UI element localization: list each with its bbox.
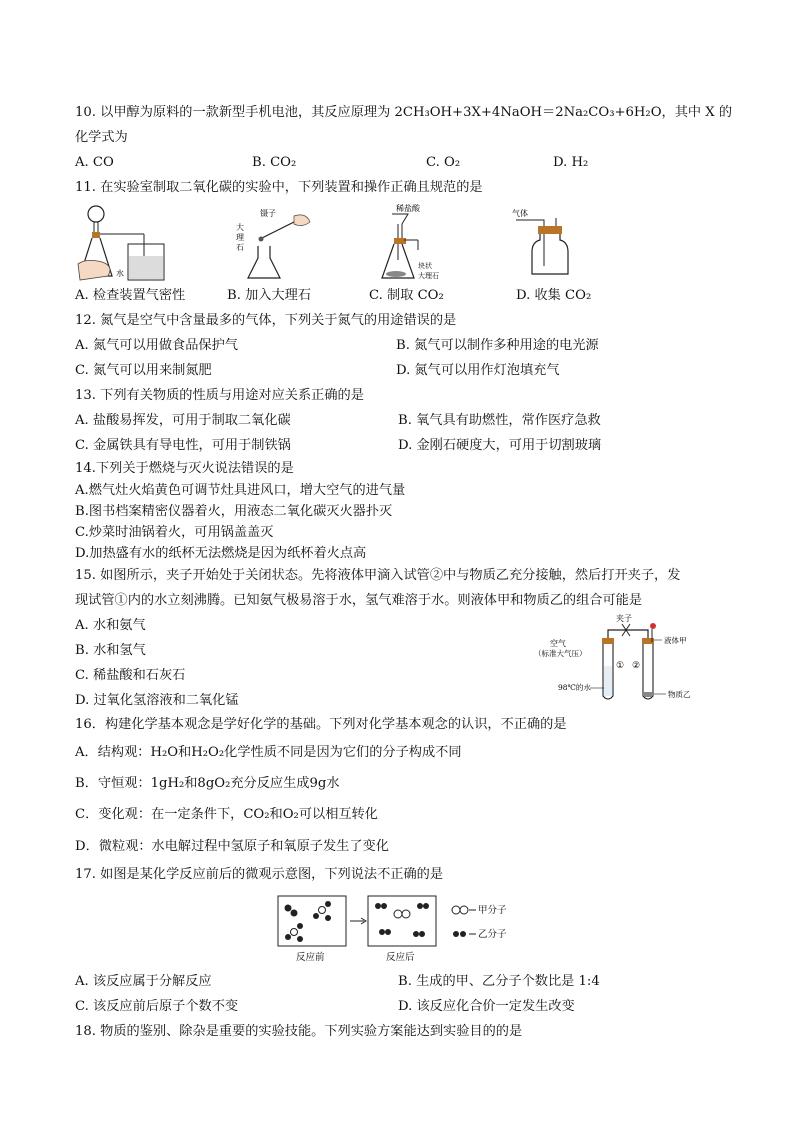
q16-option-d: D．微粒观：水电解过程中氢原子和氧原子发生了变化 — [75, 839, 389, 854]
q15-fig-std: （标准大气压） — [534, 649, 587, 658]
q11-option-c: C. 制取 CO₂ — [369, 288, 444, 303]
q17-fig-before: 反应前 — [296, 952, 325, 963]
q12-stem: 12. 氮气是空气中含量最多的气体，下列关于氮气的用途错误的是 — [75, 313, 457, 328]
q11-option-a: A. 检查装置气密性 — [75, 288, 186, 303]
q15-option-d: D. 过氧化氢溶液和二氧化锰 — [75, 693, 239, 708]
q17-option-a: A. 该反应属于分解反应 — [75, 974, 212, 989]
q15-fig-tube1: ① — [616, 661, 625, 671]
q10-stem-line1: 10. 以甲醇为原料的一款新型手机电池，其反应原理为 2CH₃OH+3X+4NaOH＝2Na₂CO₃+6H₂O，其中 X 的 — [75, 105, 733, 120]
q15-option-b: B. 水和氢气 — [75, 643, 146, 658]
q14-option-a: A.燃气灶火焰黄色可调节灶具进风口，增大空气的进气量 — [75, 483, 406, 498]
q11-fig-c-stone2: 大理石 — [418, 272, 439, 280]
q17-fig-after: 反应后 — [386, 952, 415, 963]
q13-stem: 13. 下列有关物质的性质与用途对应关系正确的是 — [75, 388, 364, 403]
q15-fig-liquid: 液体甲 — [664, 636, 687, 645]
q11-fig-d-gas: 气体 — [512, 209, 528, 218]
q10-option-b: B. CO₂ — [252, 155, 297, 170]
q10-option-c: C. O₂ — [426, 155, 461, 170]
q15-fig-clip: 夹子 — [616, 614, 632, 623]
q14-option-d: D.加热盛有水的纸杯无法燃烧是因为纸杯着火点高 — [75, 546, 367, 561]
q11-figure-d — [510, 206, 588, 282]
q11-option-d: D. 收集 CO₂ — [516, 288, 592, 303]
q16-option-a: A．结构观：H₂O和H₂O₂化学性质不同是因为它们的分子构成不同 — [75, 745, 462, 760]
q16-stem: 16．构建化学基本观念是学好化学的基础。下列对化学基本观念的认识，不正确的是 — [75, 717, 567, 732]
q14-option-b: B.图书档案精密仪器着火，用液态二氧化碳灭火器扑灭 — [75, 504, 393, 519]
q12-option-a: A. 氮气可以用做食品保护气 — [75, 338, 238, 353]
svg-text:理: 理 — [236, 233, 244, 242]
q14-option-c: C.炒菜时油锅着火，可用锅盖盖灭 — [75, 525, 274, 540]
q11-stem: 11. 在实验室制取二氧化碳的实验中，下列装置和操作正确且规范的是 — [75, 180, 483, 195]
q13-option-a: A. 盐酸易挥发，可用于制取二氧化碳 — [75, 413, 291, 428]
q13-option-c: C. 金属铁具有导电性，可用于制铁锅 — [75, 438, 291, 453]
q18-stem: 18. 物质的鉴别、除杂是重要的实验技能。下列实验方案能达到实验目的的是 — [75, 1024, 523, 1039]
q11-fig-c-hcl: 稀盐酸 — [396, 204, 420, 213]
q17-figure — [270, 892, 530, 964]
q12-option-b: B. 氮气可以制作多种用途的电光源 — [396, 338, 599, 353]
q17-option-b: B. 生成的甲、乙分子个数比是 1:4 — [398, 974, 600, 989]
q12-option-c: C. 氮气可以用来制氮肥 — [75, 363, 212, 378]
q11-figure-a — [72, 202, 174, 284]
q16-option-c: C．变化观：在一定条件下，CO₂和O₂可以相互转化 — [75, 807, 378, 822]
q16-option-b: B．守恒观：1gH₂和8gO₂充分反应生成9g水 — [75, 776, 340, 791]
q11-figure-c — [378, 202, 470, 284]
q10-option-d: D. H₂ — [553, 155, 589, 170]
q17-legend-b: 乙分子 — [478, 929, 507, 940]
q15-stem-line2: 现试管①内的水立刻沸腾。已知氨气极易溶于水，氢气难溶于水。则液体甲和物质乙的组合可能是 — [75, 593, 643, 608]
svg-text:石: 石 — [236, 243, 244, 252]
q17-option-d: D. 该反应化合价一定发生改变 — [398, 999, 575, 1014]
q13-option-d: D. 金刚石硬度大，可用于切割玻璃 — [398, 438, 602, 453]
q14-stem: 14.下列关于燃烧与灭火说法错误的是 — [75, 461, 294, 476]
q12-option-d: D. 氮气可以用作灯泡填充气 — [396, 363, 560, 378]
q15-fig-tube2: ② — [632, 661, 641, 671]
q11-fig-a-water: 水 — [116, 269, 124, 278]
q15-fig-solid: 物质乙 — [668, 690, 691, 699]
q17-option-c: C. 该反应前后原子个数不变 — [75, 999, 239, 1014]
q15-option-c: C. 稀盐酸和石灰石 — [75, 668, 186, 683]
q15-stem-line1: 15. 如图所示，夹子开始处于关闭状态。先将液体甲滴入试管②中与物质乙充分接触，然后打开夹子，发 — [75, 568, 681, 583]
q13-option-b: B. 氧气具有助燃性，常作医疗急救 — [398, 413, 601, 428]
q15-option-a: A. 水和氨气 — [75, 618, 146, 633]
q15-figure — [530, 612, 730, 702]
q17-legend-a: 甲分子 — [478, 905, 507, 916]
q11-figure-b — [232, 206, 322, 282]
q11-option-b: B. 加入大理石 — [227, 288, 312, 303]
q10-stem-line2: 化学式为 — [75, 130, 128, 145]
q15-fig-water: 98℃的水 — [558, 683, 591, 692]
q11-fig-c-stone1: 块状 — [418, 262, 432, 270]
svg-text:大: 大 — [236, 223, 244, 232]
q11-fig-b-tweezers: 镊子 — [260, 209, 276, 218]
q10-option-a: A. CO — [75, 155, 114, 170]
q17-stem: 17. 如图是某化学反应前后的微观示意图，下列说法不正确的是 — [75, 867, 444, 882]
q15-fig-air: 空气 — [550, 639, 566, 648]
